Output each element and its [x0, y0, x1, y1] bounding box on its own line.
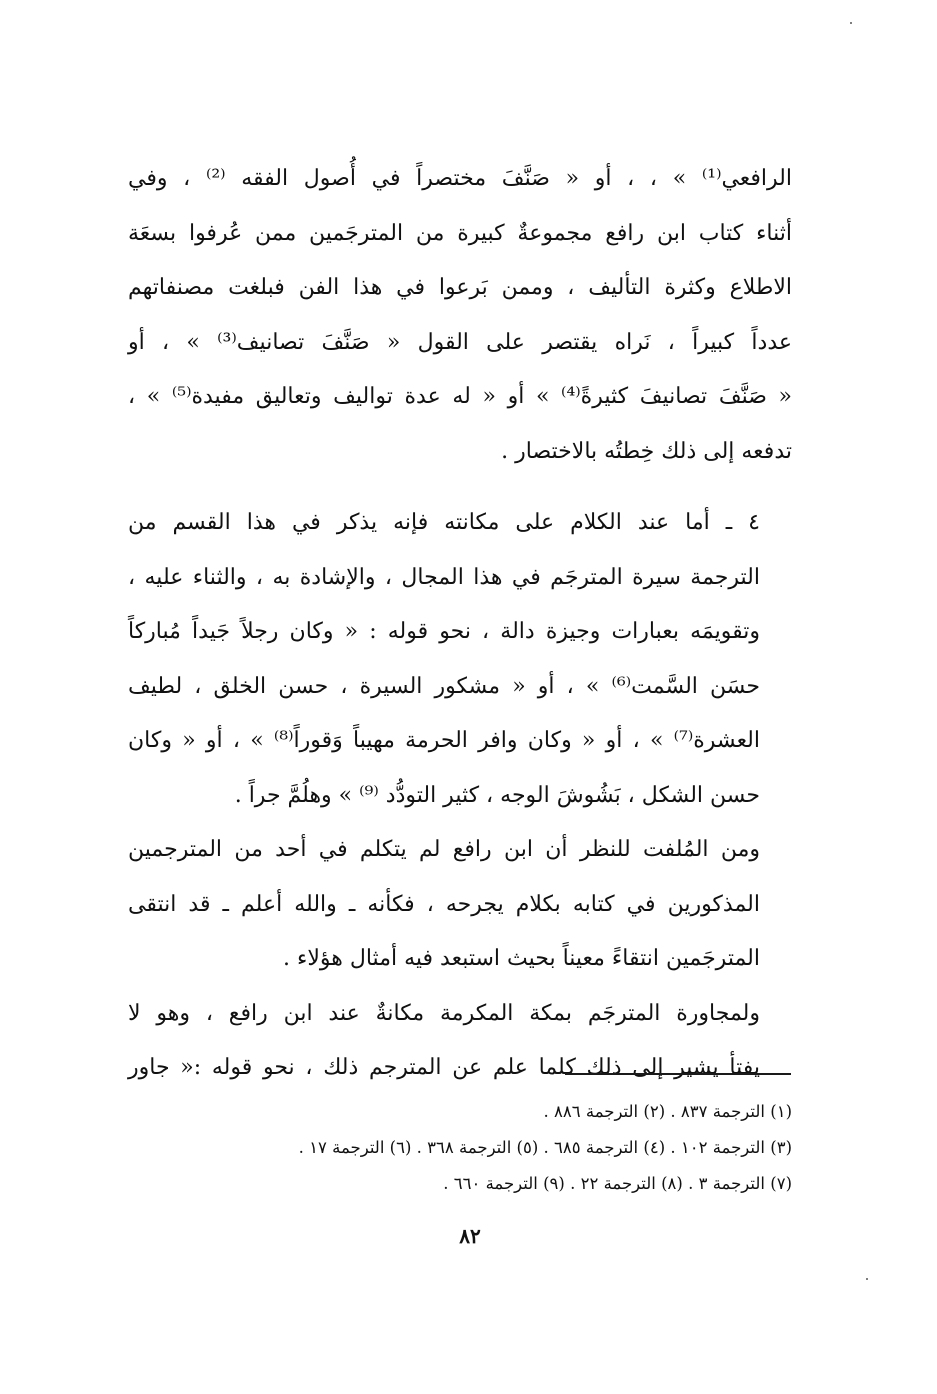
paragraph-notable — [128, 823, 792, 987]
page-number: ٨٢ — [459, 1224, 481, 1248]
text-line: الترجمة سيرة المترجَم في هذا المجال ، والإشادة به ، والثناء عليه ، — [128, 564, 760, 590]
text-line: ومن المُلفت للنظر أن ابن رافع لم يتكلم في أحد من المترجمين — [128, 837, 760, 862]
paragraph-section-4 — [128, 496, 792, 823]
paragraph-mecca — [128, 987, 792, 1096]
footnote-line: (٣) الترجمة ١٠٢ . (٤) الترجمة ٦٨٥ . (٥) الترجمة ٣٦٨ . (٦) الترجمة ١٧ . — [298, 1138, 792, 1157]
footnote-line: (١) الترجمة ٨٣٧ . (٢) الترجمة ٨٨٦ . — [543, 1102, 792, 1121]
footnotes — [128, 1094, 792, 1202]
text-line: العشرة⁽⁷⁾ » ، أو « وكان وافر الحرمة مهيباً وَقوراً⁽⁸⁾ » ، أو « وكان — [128, 728, 760, 753]
text-line: المترجَمين انتقاءً معيناً بحيث استبعد فيه أمثال هؤلاء . — [283, 946, 760, 971]
text-line: تدفعه إلى ذلك خِطتُه بالاختصار . — [501, 438, 792, 464]
text-line: ولمجاورة المترجَم بمكة المكرمة مكانةٌ عند ابن رافع ، وهو لا — [128, 1000, 760, 1026]
paragraph-continued — [128, 152, 792, 479]
text-line: ٤ ـ أما عند الكلام على مكانته فإنه يذكر في هذا القسم من — [128, 510, 760, 535]
text-line: الاطلاع وكثرة التأليف ، وممن بَرعوا في هذا الفن فبلغت مصنفاتهم — [128, 275, 792, 300]
footnote-divider — [565, 1073, 791, 1075]
scan-speck — [850, 22, 852, 24]
main-text — [128, 152, 792, 1096]
scan-speck — [866, 1278, 868, 1280]
text-line: عدداً كبيراً ، نَراه يقتصر على القول « صَنَّفَ تصانيف⁽³⁾ » ، أو — [128, 329, 792, 355]
text-line: أثناء كتاب ابن رافع مجموعةٌ كبيرة من المترجَمين ممن عُرفوا بسعَة — [128, 220, 792, 246]
text-line: المذكورين في كتابه بكلام يجرحه ، فكأنه ـ والله أعلم ـ قد انتقى — [128, 891, 760, 917]
text-line: « صَنَّفَ تصانيفَ كثيرةً⁽⁴⁾ » أو « له عدة تواليف وتعاليق مفيدة⁽⁵⁾ » ، — [128, 384, 793, 409]
text-line: حسَن السَّمت⁽⁶⁾ » ، أو « مشكور السيرة ، حسن الخلق ، لطيف — [128, 673, 760, 699]
text-line: وتقويمَه بعبارات وجيزة دالة ، نحو قوله : « وكان رجلاً جَيداً مُباركاً — [128, 619, 760, 644]
text-line: حسن الشكل ، بَشُوشَ الوجه ، كثير التودُّد ⁽⁹⁾ » وهلُمَّ جراً . — [234, 782, 760, 808]
footnote-line: (٧) الترجمة ٣ . (٨) الترجمة ٢٢ . (٩) الترجمة ٦٦٠ . — [443, 1174, 792, 1193]
text-line: يفتأ يشير إلى ذلك كلما علم عن المترجم ذلك ، نحو قوله :« جاور — [128, 1055, 760, 1080]
text-line: الرافعي⁽¹⁾ » ، ، أو « صَنَّفَ مختصراً في أُصول الفقه ⁽²⁾ ، وفي — [128, 166, 792, 191]
